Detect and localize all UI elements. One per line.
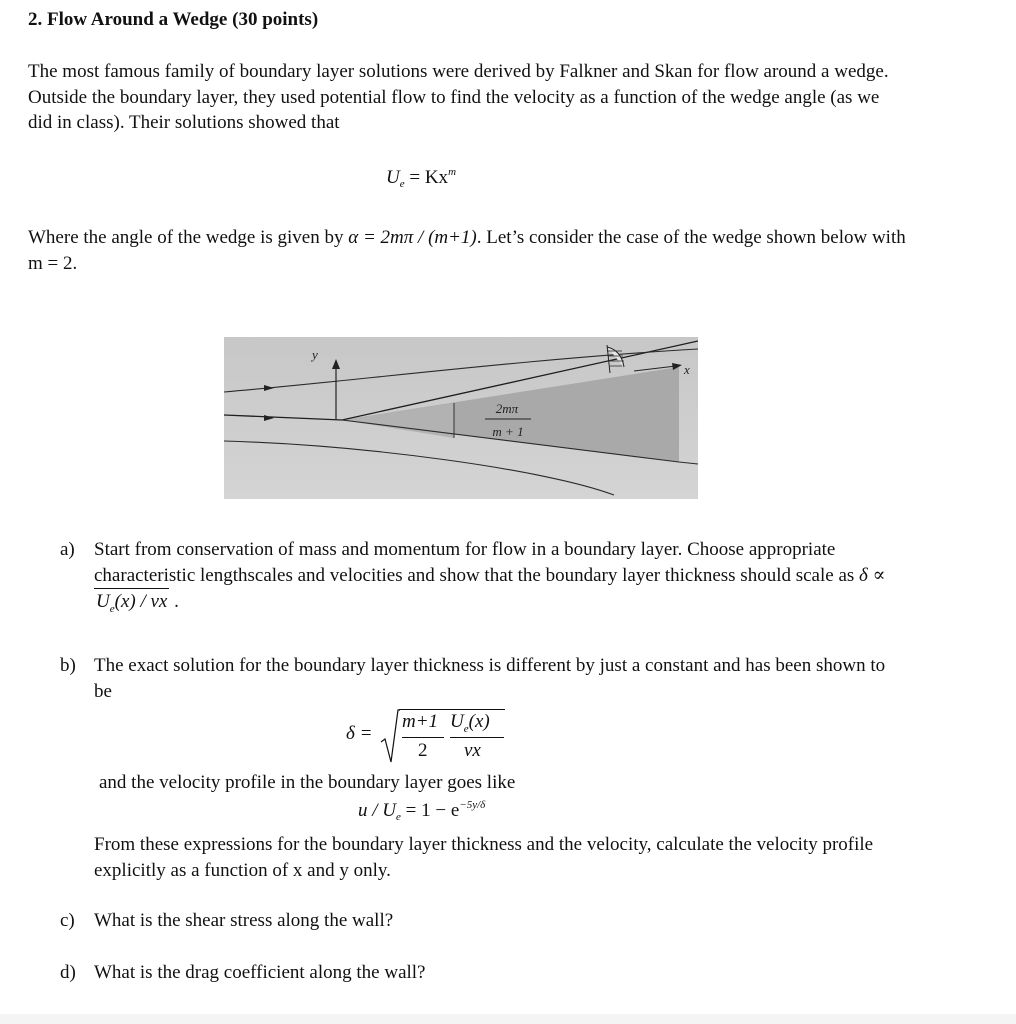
- delta-lhs: δ =: [346, 723, 373, 744]
- part-c-text: What is the shear stress along the wall?: [94, 910, 394, 931]
- profile-a: u / U: [358, 800, 396, 821]
- where-text-a: Where the angle of the wedge is given by: [28, 227, 344, 248]
- frac1-denominator: 2: [418, 740, 428, 761]
- eq1-rhs-sup: m: [448, 166, 457, 178]
- frac2-numerator: [450, 711, 490, 735]
- part-a-body: Start from conservation of mass and momentum for flow in a boundary layer. Choose appropriate characteristic lengthscales and velocities and show that the boundary layer thickness should scale as: [94, 539, 855, 586]
- part-b-label: b): [60, 655, 76, 676]
- frac1-bar: [402, 737, 444, 738]
- page-bottom-strip: [0, 1014, 1016, 1024]
- x-axis-label: x: [684, 362, 690, 377]
- frac2-bar: [450, 737, 504, 738]
- part-b-line3: From these expressions for the boundary layer thickness and the velocity, calculate the velocity profile explicitly as a function of x and y only.: [94, 834, 874, 881]
- problem-title: 2. Flow Around a Wedge (30 points): [28, 9, 319, 30]
- frac2-num-sub: e: [463, 722, 469, 735]
- frac1-numerator: m+1: [402, 711, 439, 732]
- part-c-label: c): [60, 910, 75, 931]
- frac2-denominator: νx: [464, 740, 481, 761]
- profile-sub: e: [396, 811, 401, 823]
- part-a-label: a): [60, 539, 75, 560]
- part-d-text: What is the drag coefficient along the wall?: [94, 962, 426, 983]
- eq1-lhs-sub: e: [399, 178, 405, 190]
- delta-equation: [346, 706, 516, 766]
- part-a-text: [94, 537, 894, 622]
- intro-paragraph: The most famous family of boundary layer solutions were derived by Falkner and Skan for flow around a wedge. Outside the boundary layer, they used potential flow to find the velocity as a function of the wedge angle (as we did in class). Their solutions showed that: [28, 61, 889, 133]
- part-a-end: .: [174, 591, 179, 612]
- part-b-text: The exact solution for the boundary layer thickness is different by just a constant and has been shown to be: [94, 655, 886, 702]
- part-a-sqrt: [94, 588, 169, 622]
- eq1-rhs: = Kx: [409, 167, 449, 188]
- delta-radical-sign: [380, 706, 400, 764]
- wedge-figure: [224, 337, 698, 499]
- wedge-angle-formula: α = 2mπ / (m+1): [348, 227, 477, 248]
- velocity-equation: [386, 166, 456, 190]
- part-b-line2: and the velocity profile in the boundary layer goes like: [99, 772, 516, 793]
- delta-radical-bar: [399, 709, 505, 710]
- part-a-sqrt-body: U: [96, 591, 110, 612]
- wedge-angle-paragraph: [28, 225, 908, 276]
- part-a-scaling: δ ∝: [859, 564, 886, 586]
- part-d-label: d): [60, 962, 76, 983]
- y-axis-label: y: [312, 347, 318, 362]
- where-text-b: . Let’s consider the case of the wedge shown below with m = 2.: [28, 227, 906, 274]
- angle-label-denominator: m + 1: [492, 424, 524, 439]
- profile-sup: −5y/δ: [459, 799, 486, 811]
- angle-label-numerator: 2mπ: [495, 401, 519, 416]
- part-a-sqrt-tail: (x) / νx: [114, 591, 168, 612]
- velocity-profile-equation: [358, 799, 485, 823]
- frac2-num-a: U: [450, 711, 464, 732]
- frac2-num-b: (x): [468, 711, 490, 732]
- profile-b: = 1 − e: [400, 800, 460, 821]
- part-a-sqrt-sub: e: [109, 602, 115, 615]
- eq1-lhs: U: [386, 167, 400, 188]
